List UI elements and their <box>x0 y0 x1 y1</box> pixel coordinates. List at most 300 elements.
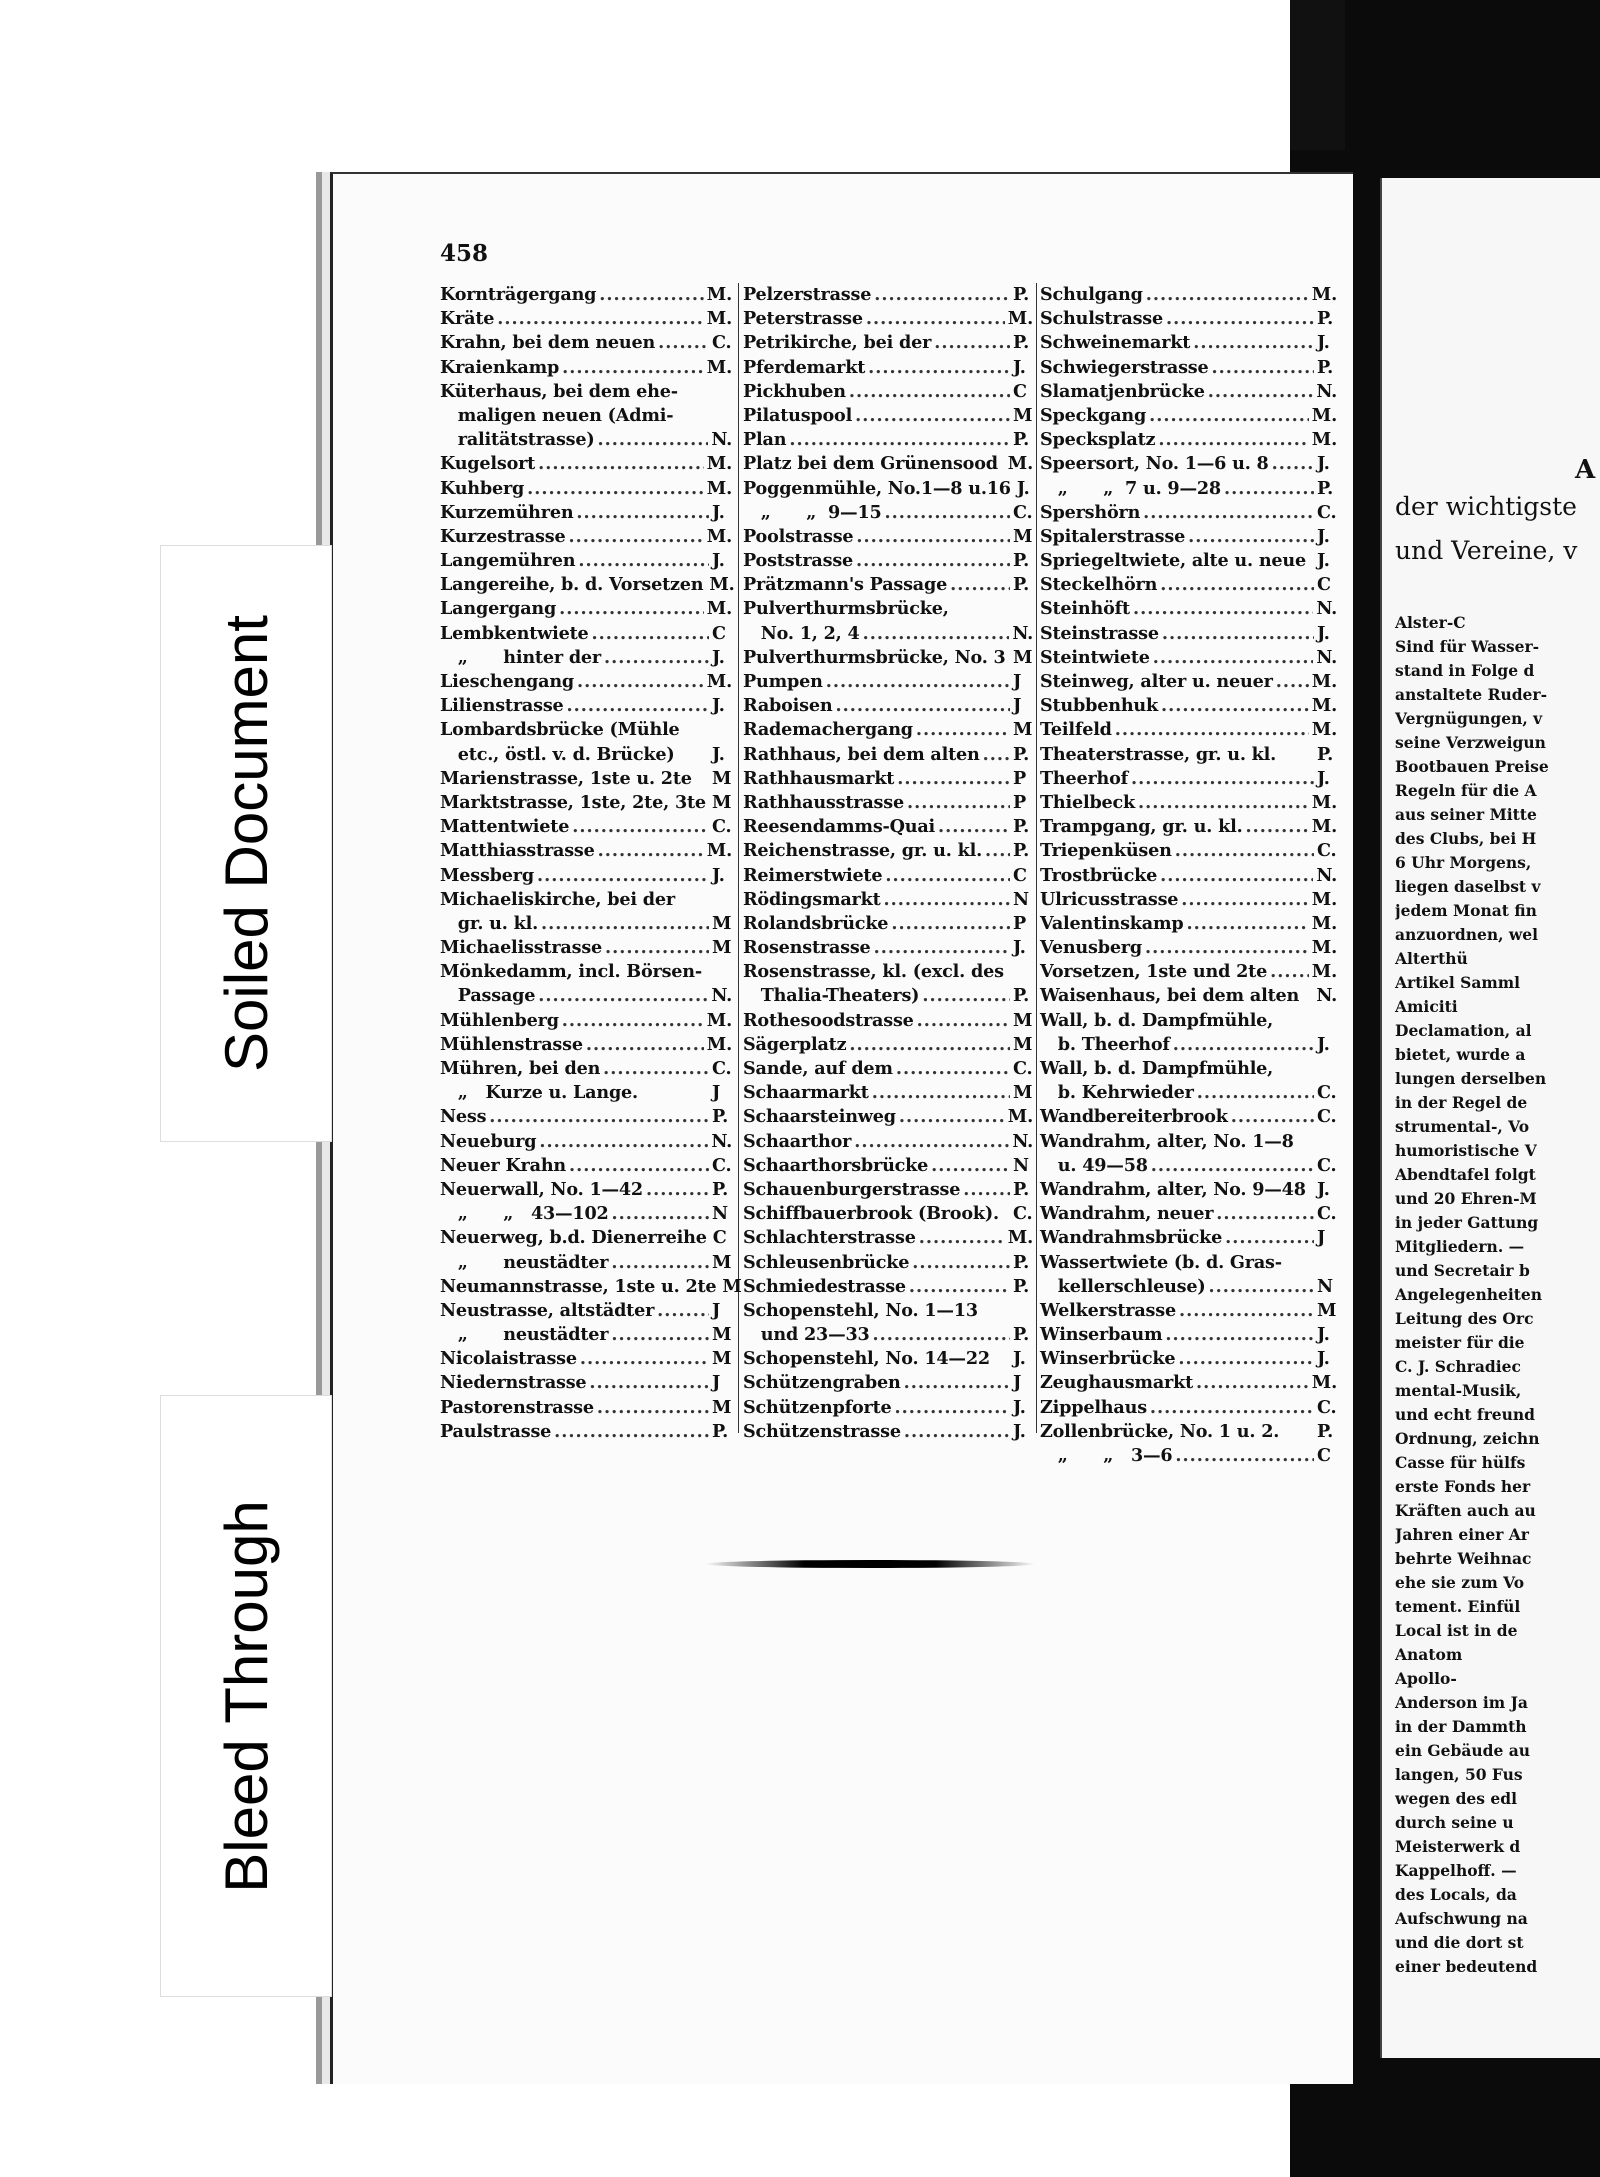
leader-dots <box>1231 1105 1314 1129</box>
street-entry <box>1040 888 1337 912</box>
street-entry <box>440 767 732 791</box>
street-entry <box>743 1178 1033 1202</box>
district-code: M <box>712 937 732 959</box>
street-name: Reesendamms-Quai <box>743 816 936 838</box>
street-name: Pilatuspool <box>743 404 853 426</box>
leader-dots <box>1178 1347 1314 1371</box>
street-entry <box>440 501 732 525</box>
street-name: Krahn, bei dem neuen <box>440 332 656 354</box>
leader-dots <box>1175 839 1314 863</box>
street-entry <box>440 525 732 549</box>
district-code: N. <box>1012 622 1033 644</box>
street-entry <box>743 1371 1033 1395</box>
street-name: Marienstrasse, 1ste u. 2te <box>440 767 692 789</box>
street-entry <box>1040 912 1337 936</box>
street-entry <box>440 670 732 694</box>
right-page-line: und die dort st <box>1395 1933 1524 1952</box>
right-page-line: Jahren einer Ar <box>1395 1525 1529 1544</box>
leader-dots <box>554 1420 709 1444</box>
right-page-line: in der Dammth <box>1395 1717 1527 1736</box>
leader-dots <box>922 984 1010 1008</box>
district-code: C. <box>1317 840 1337 862</box>
street-column-2 <box>743 283 1033 1444</box>
leader-dots <box>1224 477 1314 501</box>
street-name: „ neustädter <box>440 1251 609 1273</box>
leader-dots <box>963 1178 1010 1202</box>
street-name: Steckelhörn <box>1040 574 1158 596</box>
district-code: N. <box>1316 985 1337 1007</box>
street-name: Wandrahm, neuer <box>1040 1203 1214 1225</box>
leader-dots <box>1165 1323 1314 1347</box>
leader-dots <box>856 525 1010 549</box>
district-code: N. <box>711 985 732 1007</box>
street-entry <box>743 1033 1033 1057</box>
street-name: Pastorenstrasse <box>440 1396 594 1418</box>
street-name: Wandrahm, alter, No. 1—8 <box>1040 1130 1294 1152</box>
district-code: M <box>1013 646 1033 668</box>
street-name: Zippelhaus <box>1040 1396 1147 1418</box>
district-code: J. <box>712 743 725 765</box>
leader-dots <box>874 283 1010 307</box>
street-name: Theerhof <box>1040 767 1129 789</box>
street-name: Lilienstrasse <box>440 695 564 717</box>
street-entry <box>1040 1202 1337 1226</box>
district-code: M. <box>1311 791 1337 813</box>
leader-dots <box>604 646 709 670</box>
street-entry <box>440 1130 732 1154</box>
street-name: Messberg <box>440 864 534 886</box>
district-code: M. <box>706 671 732 692</box>
district-code: P. <box>1317 356 1334 378</box>
street-entry <box>440 1323 732 1347</box>
district-code: C. <box>1013 1203 1033 1225</box>
street-name: Triepenküsen <box>1040 840 1172 862</box>
street-name: Welkerstrasse <box>1040 1299 1176 1321</box>
street-name: No. 1, 2, 4 <box>743 622 860 644</box>
district-code: C. <box>1317 1106 1337 1128</box>
street-name: Platz bei dem Grünensood <box>743 453 998 475</box>
street-name: Mühlenberg <box>440 1009 559 1031</box>
right-page-line: Abendtafel folgt <box>1395 1165 1536 1184</box>
district-code: M <box>722 1275 742 1297</box>
leader-dots <box>597 1396 709 1420</box>
street-entry <box>1040 1347 1337 1371</box>
leader-dots <box>527 477 704 501</box>
leader-dots <box>577 670 704 694</box>
district-code: M. <box>706 598 732 620</box>
right-page-line: Local ist in de <box>1395 1621 1518 1640</box>
street-entry <box>743 791 1033 815</box>
street-name: u. 49—58 <box>1040 1154 1148 1176</box>
leader-dots <box>1187 912 1309 936</box>
right-page-line: Declamation, al <box>1395 1021 1532 1040</box>
street-name: Wandrahm, alter, No. 9—48 <box>1040 1178 1306 1200</box>
leader-dots <box>1158 428 1308 452</box>
right-page-line: Regeln für die A <box>1395 781 1537 800</box>
district-code: M. <box>1311 912 1337 934</box>
district-code: J. <box>1317 622 1330 644</box>
district-code: M <box>712 1324 732 1346</box>
street-name: Schulgang <box>1040 284 1143 305</box>
leader-dots <box>489 1105 709 1129</box>
leader-dots <box>826 670 1010 694</box>
dark-background-top <box>1290 0 1345 150</box>
street-name: Steinstrasse <box>1040 622 1159 644</box>
street-entry <box>440 549 732 573</box>
district-code: M <box>712 1348 732 1370</box>
leader-dots <box>1166 307 1314 331</box>
street-name: Schwiegerstrasse <box>1040 356 1209 378</box>
right-page-line: Artikel Samml <box>1395 973 1521 992</box>
street-entry <box>743 1202 1033 1226</box>
street-name: Langergang <box>440 598 557 620</box>
street-name: Passage <box>440 985 536 1007</box>
district-code: J. <box>712 501 725 523</box>
street-entry <box>743 1154 1033 1178</box>
leader-dots <box>497 307 704 331</box>
street-entry <box>743 549 1033 573</box>
street-entry <box>440 307 732 331</box>
leader-dots <box>1149 404 1309 428</box>
district-code: J. <box>1013 937 1026 959</box>
street-name: Wandbereiterbrook <box>1040 1106 1228 1128</box>
leader-dots <box>1160 573 1314 597</box>
street-entry <box>1040 1178 1337 1202</box>
street-name: Kugelsort <box>440 453 536 475</box>
right-page-line: stand in Folge d <box>1395 661 1535 680</box>
street-name: Schweinemarkt <box>1040 332 1191 354</box>
district-code: M. <box>709 574 735 596</box>
street-name: Spriegeltwiete, alte u. neue <box>1040 550 1306 572</box>
street-name: Mönkedamm, incl. Börsen- <box>440 961 702 983</box>
right-page-line: und Secretair b <box>1395 1261 1530 1280</box>
leader-dots <box>538 452 704 476</box>
right-page-line: Sind für Wasser- <box>1395 637 1540 656</box>
district-code: P <box>1013 912 1027 934</box>
street-entry <box>1040 573 1337 597</box>
street-name: Venusberg <box>1040 937 1142 959</box>
street-entry <box>743 1105 1033 1129</box>
street-entry <box>1040 815 1337 839</box>
street-entry <box>440 960 732 984</box>
district-code: N <box>1317 1275 1333 1297</box>
district-code: M <box>1013 404 1033 426</box>
district-code: P. <box>712 1420 729 1442</box>
street-entry <box>1040 864 1337 888</box>
street-entry <box>743 1323 1033 1347</box>
street-entry <box>1040 1033 1337 1057</box>
district-code: M <box>712 912 732 934</box>
district-code: J. <box>1317 767 1330 789</box>
street-entry <box>743 1226 1033 1250</box>
leader-dots <box>1188 525 1314 549</box>
right-page-line: anstaltete Ruder- <box>1395 685 1548 704</box>
right-page-line: Bootbauen Preise <box>1395 757 1549 776</box>
street-entry <box>1040 380 1337 404</box>
street-entry <box>440 1154 732 1178</box>
street-entry <box>440 331 732 355</box>
leader-dots <box>856 549 1010 573</box>
street-entry <box>743 356 1033 380</box>
street-name: Steinweg, alter u. neuer <box>1040 671 1273 692</box>
district-code: M. <box>706 525 732 547</box>
leader-dots <box>983 743 1010 767</box>
street-name: Schaarmarkt <box>743 1082 869 1104</box>
district-code: J. <box>1317 1348 1330 1370</box>
district-code: P. <box>1317 1420 1334 1442</box>
leader-dots <box>873 1323 1010 1347</box>
leader-dots <box>835 694 1010 718</box>
street-entry <box>1040 1251 1337 1275</box>
street-name: Speersort, No. 1—6 u. 8 <box>1040 453 1269 475</box>
district-code: N. <box>711 429 732 451</box>
street-name: Matthiasstrasse <box>440 840 595 862</box>
street-entry <box>440 888 732 912</box>
district-code: C <box>1317 574 1331 596</box>
district-code: J. <box>1317 1324 1330 1346</box>
district-code: P. <box>1013 840 1030 862</box>
leader-dots <box>569 1154 709 1178</box>
right-page-title-line: der wichtigste <box>1395 492 1577 521</box>
street-entry <box>743 646 1033 670</box>
street-name: Neuerweg, b.d. Dienerreihe <box>440 1227 707 1249</box>
leader-dots <box>885 864 1010 888</box>
street-entry <box>1040 356 1337 380</box>
district-code: P. <box>1013 332 1030 354</box>
street-name: Schleusenbrücke <box>743 1251 910 1273</box>
street-name: Kuhberg <box>440 477 525 499</box>
street-entry <box>440 1057 732 1081</box>
leader-dots <box>1145 936 1309 960</box>
street-name: Winserbrücke <box>1040 1348 1176 1370</box>
right-page-line: in jeder Gattung <box>1395 1213 1539 1232</box>
leader-dots <box>562 356 704 380</box>
street-name: „ „ 3—6 <box>1040 1445 1173 1466</box>
street-entry <box>743 525 1033 549</box>
street-name: Rosenstrasse <box>743 937 871 959</box>
street-entry <box>1040 1057 1337 1081</box>
street-name: Langemühren <box>440 550 576 572</box>
leader-dots <box>1175 1444 1314 1468</box>
district-code: J <box>712 1082 721 1104</box>
street-entry <box>440 1371 732 1395</box>
street-entry <box>743 1009 1033 1033</box>
street-name: Rothesoodstrasse <box>743 1009 914 1031</box>
street-entry <box>440 1347 732 1371</box>
street-entry <box>440 428 732 452</box>
district-code: M. <box>1311 888 1337 910</box>
street-entry <box>1040 1444 1337 1468</box>
district-code: M <box>1013 1033 1033 1055</box>
leader-dots <box>1143 501 1314 525</box>
street-name: Schauenburgerstrasse <box>743 1178 961 1200</box>
street-entry <box>440 380 732 404</box>
leader-dots <box>1115 718 1309 742</box>
district-code: M. <box>1007 453 1033 475</box>
leader-dots <box>1197 1081 1314 1105</box>
district-code: M. <box>1311 404 1337 426</box>
street-entry <box>440 1009 732 1033</box>
street-entry <box>440 694 732 718</box>
district-code: M. <box>1311 961 1337 983</box>
bleed-through-label <box>160 1395 332 1997</box>
leader-dots <box>907 791 1010 815</box>
district-code: N. <box>711 1130 732 1152</box>
street-entry <box>1040 646 1337 670</box>
district-code: P. <box>1013 985 1030 1007</box>
street-entry <box>1040 549 1337 573</box>
district-code: J. <box>1317 1178 1330 1200</box>
right-page-line: aus seiner Mitte <box>1395 805 1537 824</box>
street-name: Reimerstwiete <box>743 864 883 886</box>
right-page-line: Meisterwerk d <box>1395 1837 1521 1856</box>
street-entry <box>1040 1396 1337 1420</box>
street-entry <box>743 743 1033 767</box>
street-name: Specksplatz <box>1040 429 1156 451</box>
right-page-line: tement. Einfül <box>1395 1597 1521 1616</box>
street-entry <box>1040 1275 1337 1299</box>
leader-dots <box>985 839 1010 863</box>
street-name: Neuer Krahn <box>440 1154 566 1176</box>
district-code: N. <box>1316 598 1337 620</box>
district-code: J. <box>1317 453 1330 475</box>
leader-dots <box>1153 646 1314 670</box>
street-name: Rosenstrasse, kl. (excl. des <box>743 961 1004 983</box>
right-page-line: Apollo- <box>1395 1669 1457 1688</box>
street-entry <box>440 597 732 621</box>
street-name: Küterhaus, bei dem ehe- <box>440 380 678 402</box>
street-entry <box>1040 1420 1337 1444</box>
district-code: M. <box>1311 695 1337 717</box>
street-name: Rolandsbrücke <box>743 912 889 934</box>
district-code: P. <box>1013 743 1030 765</box>
street-name: Speckgang <box>1040 404 1147 426</box>
page-number: 458 <box>440 240 489 267</box>
right-page-line: Anderson im Ja <box>1395 1693 1528 1712</box>
leader-dots <box>611 1251 709 1275</box>
right-page-line: erste Fonds her <box>1395 1477 1531 1496</box>
leader-dots <box>854 1130 1009 1154</box>
district-code: M. <box>706 1033 732 1055</box>
district-code: J <box>1013 1372 1022 1394</box>
street-name: Rathhausmarkt <box>743 767 895 789</box>
street-entry <box>1040 984 1337 1008</box>
street-entry <box>743 597 1033 621</box>
right-page-line: Alster-C <box>1395 613 1466 632</box>
street-name: Mühlenstrasse <box>440 1033 583 1055</box>
street-entry <box>1040 1081 1337 1105</box>
leader-dots <box>1181 888 1309 912</box>
street-name: Wassertwiete (b. d. Gras- <box>1040 1251 1282 1273</box>
street-name: Zollenbrücke, No. 1 u. 2. <box>1040 1420 1280 1442</box>
leader-dots <box>1209 1275 1315 1299</box>
district-code: M <box>1013 525 1033 547</box>
street-entry <box>743 622 1033 646</box>
street-name: Poststrasse <box>743 550 854 572</box>
street-name: Poggenmühle, No.1—8 u.16 <box>743 477 1011 499</box>
leader-dots <box>598 428 709 452</box>
right-page-line: mental-Musik, <box>1395 1381 1522 1400</box>
street-name: Zeughausmarkt <box>1040 1372 1194 1394</box>
leader-dots <box>1162 622 1314 646</box>
leader-dots <box>895 1396 1011 1420</box>
street-name: Pferdemarkt <box>743 356 866 378</box>
street-name: Rödingsmarkt <box>743 888 881 910</box>
street-name: b. Kehrwieder <box>1040 1082 1194 1104</box>
district-code: M <box>1317 1299 1337 1321</box>
street-name: Trostbrücke <box>1040 864 1158 886</box>
street-name: Thielbeck <box>1040 791 1136 813</box>
street-entry <box>743 283 1033 307</box>
right-page-line: des Locals, da <box>1395 1885 1517 1904</box>
right-page-line: 6 Uhr Morgens, <box>1395 853 1532 872</box>
district-code: J. <box>1013 1420 1026 1442</box>
street-entry <box>1040 331 1337 355</box>
street-entry <box>1040 622 1337 646</box>
district-code: J <box>1013 671 1022 692</box>
leader-dots <box>917 1009 1010 1033</box>
district-code: P <box>1013 791 1027 813</box>
leader-dots <box>938 815 1010 839</box>
street-entry <box>1040 839 1337 863</box>
street-entry <box>743 452 1033 476</box>
street-entry <box>1040 477 1337 501</box>
street-name: Rademachergang <box>743 719 913 741</box>
district-code: M. <box>706 356 732 378</box>
street-entry <box>1040 743 1337 767</box>
street-name: Neuerwall, No. 1—42 <box>440 1178 643 1200</box>
leader-dots <box>586 1033 704 1057</box>
district-code: J <box>1317 1227 1326 1249</box>
district-code: M. <box>1311 284 1337 305</box>
leader-dots <box>874 936 1010 960</box>
soiled-document-text: Soiled Document <box>212 615 280 1072</box>
leader-dots <box>872 1081 1010 1105</box>
district-code: J. <box>712 550 725 572</box>
leader-dots <box>658 331 709 355</box>
district-code: J. <box>712 646 725 668</box>
street-name: Neumannstrasse, 1ste u. 2te <box>440 1275 717 1297</box>
street-entry <box>743 1130 1033 1154</box>
street-entry <box>743 936 1033 960</box>
street-column-1 <box>440 283 742 1444</box>
district-code: M. <box>706 284 732 305</box>
district-code: M <box>712 791 732 813</box>
street-entry <box>1040 1009 1337 1033</box>
street-entry <box>1040 404 1337 428</box>
street-name: Wandrahmsbrücke <box>1040 1227 1223 1249</box>
street-name: Kräte <box>440 308 495 330</box>
street-entry <box>743 1420 1033 1444</box>
street-name: Waisenhaus, bei dem alten <box>1040 985 1300 1007</box>
street-entry <box>1040 283 1337 307</box>
district-code: J. <box>1317 332 1330 354</box>
street-entry <box>743 694 1033 718</box>
street-entry <box>440 1033 732 1057</box>
street-entry <box>440 936 732 960</box>
right-page-line: bietet, wurde a <box>1395 1045 1526 1064</box>
district-code: J. <box>712 695 725 717</box>
street-name: Kurzestrasse <box>440 525 566 547</box>
leader-dots <box>568 525 703 549</box>
leader-dots <box>849 380 1010 404</box>
street-name: „ neustädter <box>440 1324 609 1346</box>
street-name: Michaeliskirche, bei der <box>440 888 675 910</box>
street-entry <box>1040 670 1337 694</box>
street-name: Schützenstrasse <box>743 1420 901 1442</box>
right-page-line: des Clubs, bei H <box>1395 829 1537 848</box>
street-entry <box>440 283 732 307</box>
